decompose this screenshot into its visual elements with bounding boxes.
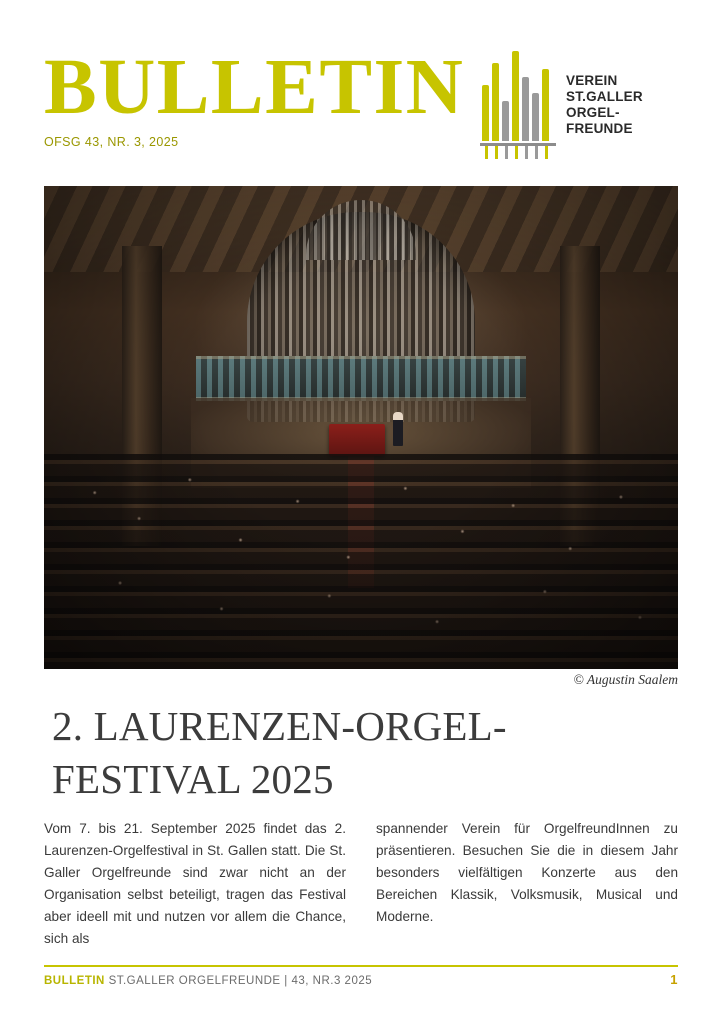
page-footer <box>44 972 678 987</box>
masthead <box>44 44 678 164</box>
page-number: 1 <box>670 972 678 987</box>
cover-photo-image <box>44 186 678 669</box>
logo-line-2: ST.GALLER <box>566 89 643 105</box>
footer-subtitle: ST.GALLER ORGELFREUNDE | 43, NR.3 2025 <box>108 975 373 987</box>
article-body <box>44 818 678 950</box>
photo-credit: © Augustin Saalem <box>573 672 678 687</box>
photo-vignette <box>44 186 678 669</box>
logo-line-1: VEREIN <box>566 73 618 89</box>
cover-photo <box>44 186 678 669</box>
article-column-left: Vom 7. bis 21. September 2025 findet das 2. Laurenzen-Orgelfestival in St. Gallen statt. Die St. Galler Orgelfreunde sind zwar nicht an der Organisation selbst beteiligt, tragen das Festival aber ideell mit und nutzen vor allem die Chance, sich als <box>44 821 346 947</box>
logo-line-4: FREUNDE <box>566 120 633 136</box>
footer-brand: BULLETIN <box>44 975 105 987</box>
organ-pipes-icon <box>480 51 556 159</box>
logo-line-3: ORGEL- <box>566 105 620 120</box>
issue-line: OFSG 43, NR. 3, 2025 <box>44 134 179 149</box>
article-headline: 2. LAURENZEN-ORGEL-FESTIVAL 2025 <box>52 703 507 803</box>
article-column-right: spannender Verein für OrgelfreundInnen zu präsentieren. Besuchen Sie die in diesem Jahr besonders vielfältigen Konzerte aus den Bereichen Klassik, Volksmusik, Musical und Moderne. <box>376 821 678 925</box>
footer-text <box>44 975 372 987</box>
logo-block <box>480 46 678 164</box>
page-title: BULLETIN <box>44 44 465 131</box>
logo-text <box>566 73 643 137</box>
footer-divider <box>44 965 678 967</box>
